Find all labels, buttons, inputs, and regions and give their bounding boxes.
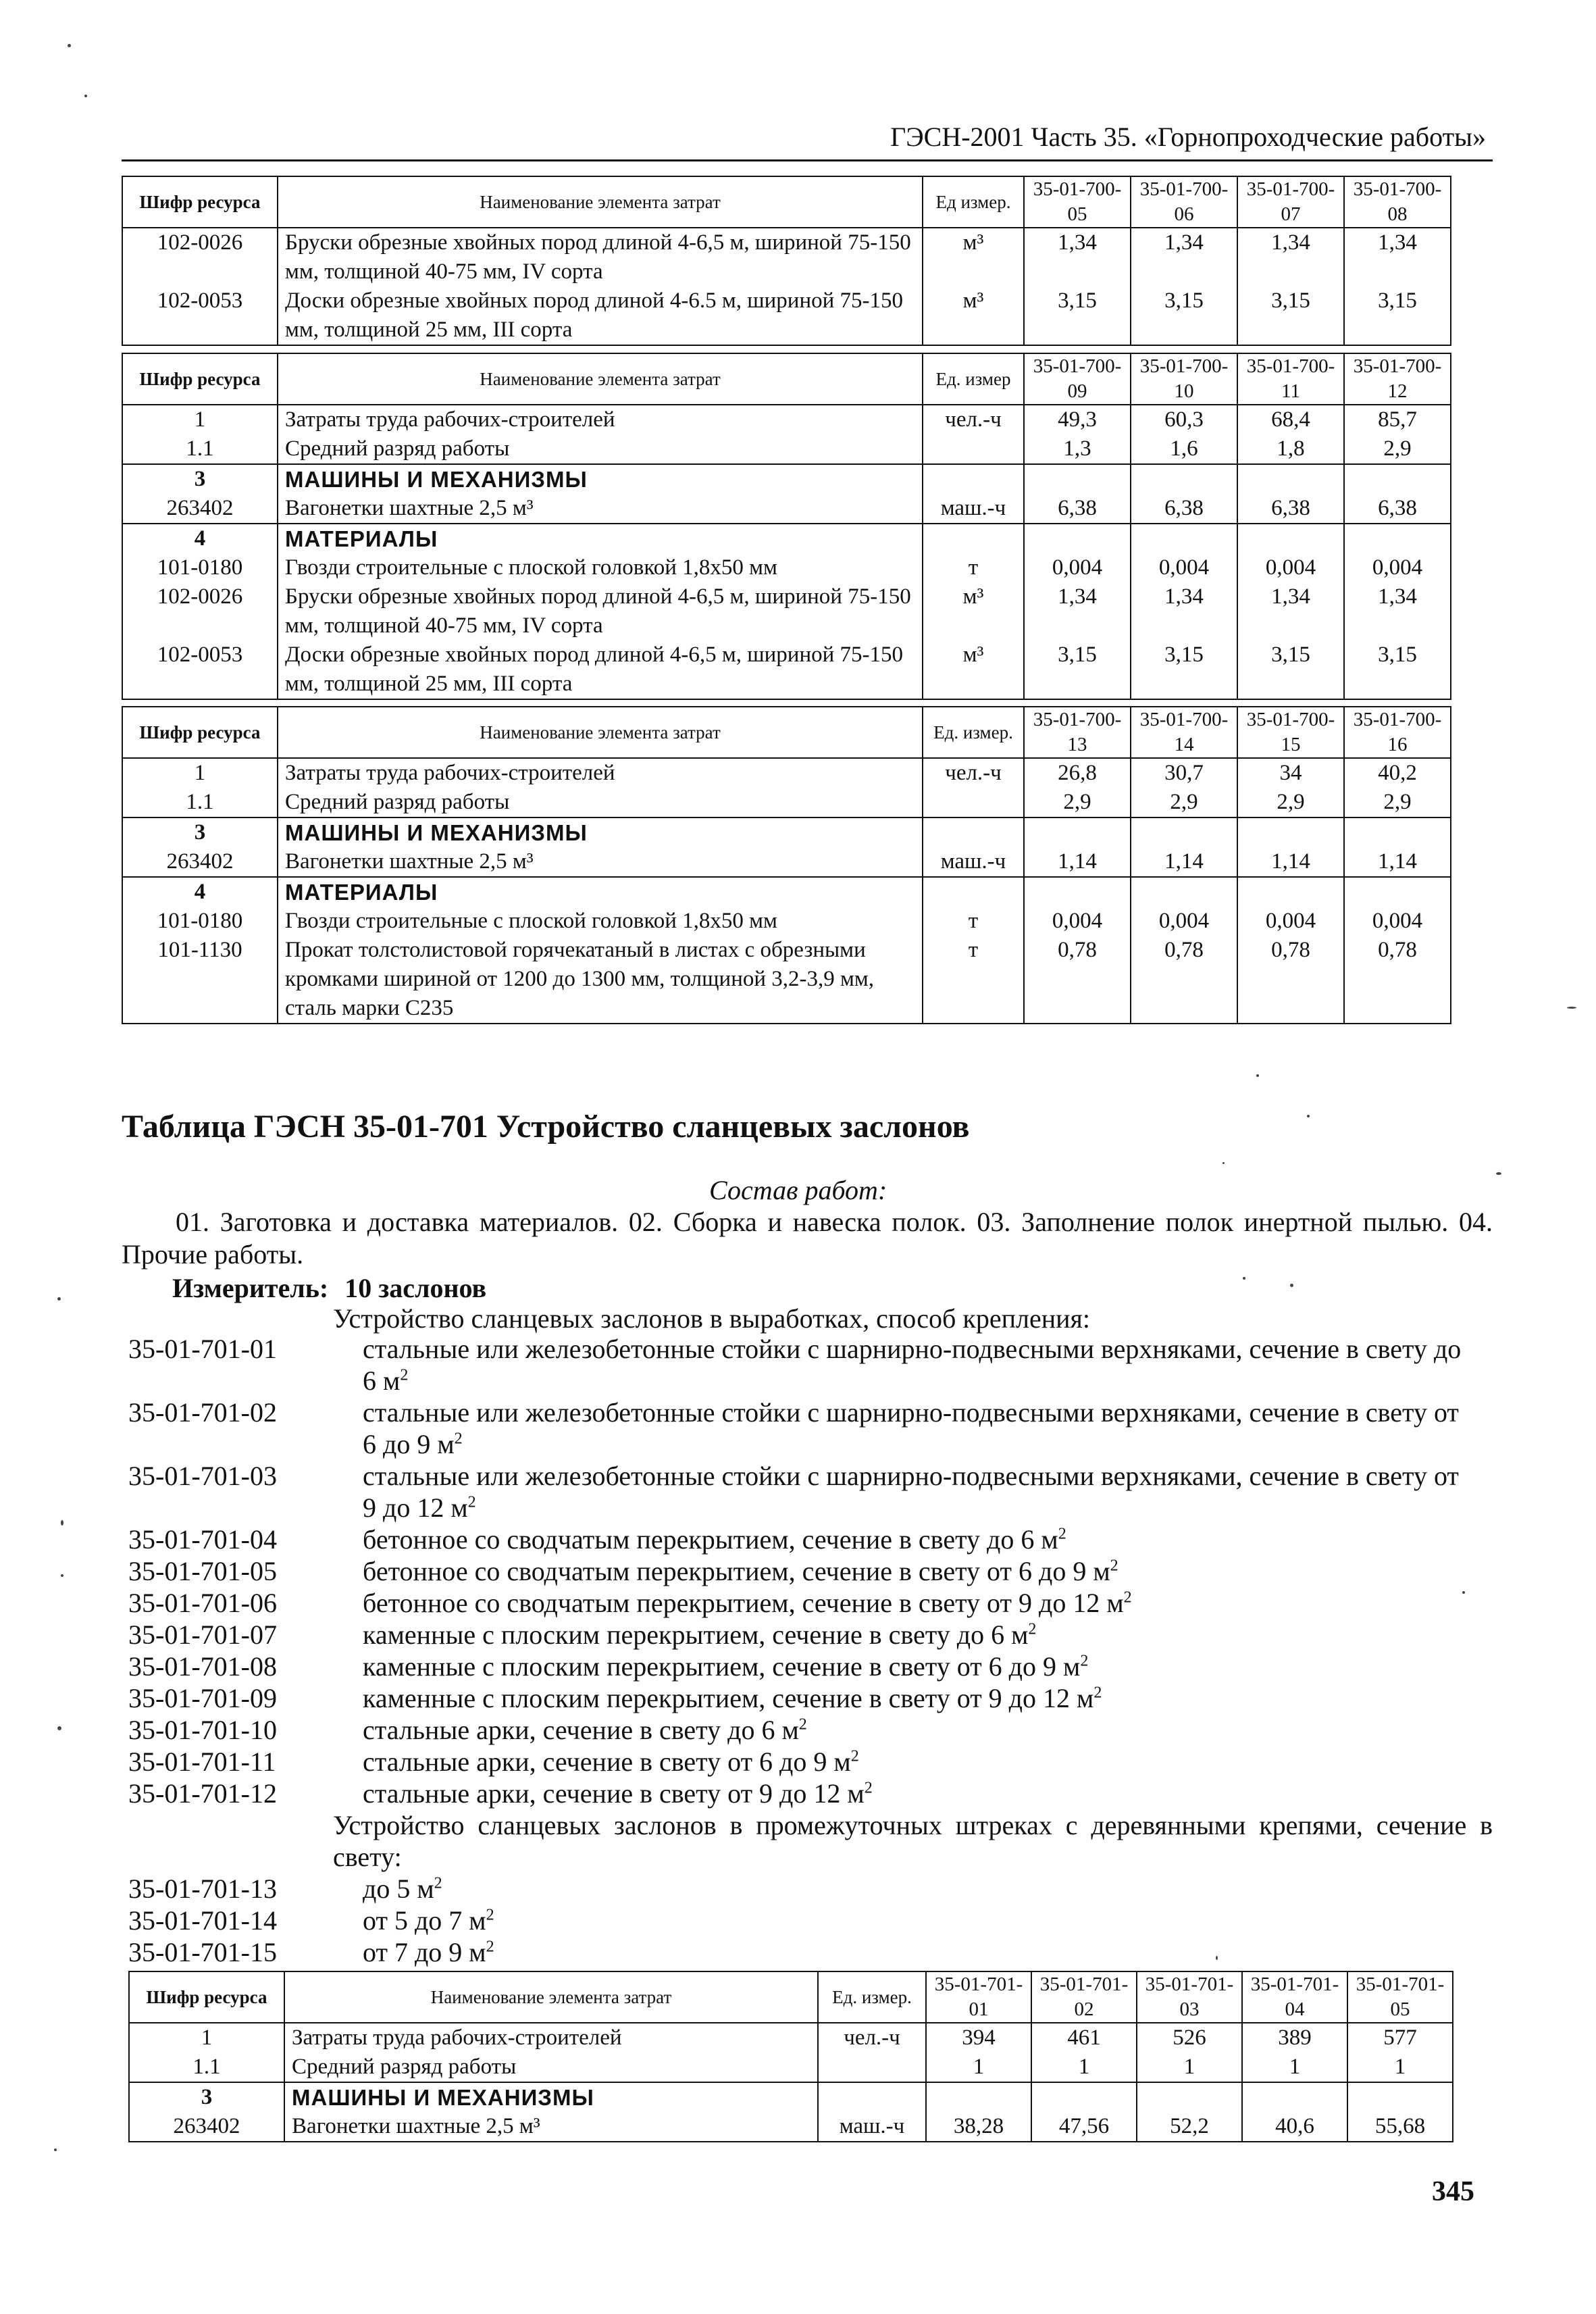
table-row: [122, 877, 1451, 907]
scan-speck: [1567, 1007, 1576, 1009]
list-item: [128, 1746, 1493, 1778]
item-text: бетонное со сводчатым перекрытием, сечение в свету до 6 м: [363, 1524, 1058, 1555]
resource-value: 0,004: [1237, 907, 1344, 936]
list-item: [128, 1619, 1493, 1651]
item-code: 35-01-701-12: [128, 1778, 277, 1809]
table-row: [122, 640, 1451, 699]
item-text: стальные или железобетонные стойки с шарнирно-подвесными верхняками, сечение в свету от 9 до 12 м: [363, 1461, 1459, 1523]
list-item: [128, 1778, 1493, 1809]
header-code: Шифр ресурса: [122, 707, 278, 758]
resource-code: 102-0026: [122, 582, 278, 640]
table-row: [122, 907, 1451, 936]
header-col: 35-01-701-05: [1347, 1971, 1453, 2023]
item-text: стальные арки, сечение в свету от 9 до 12 м: [363, 1778, 865, 1809]
section-code: 3: [129, 2082, 284, 2112]
resource-value: 1: [1242, 2053, 1347, 2082]
table-row: [129, 2082, 1453, 2112]
resource-value: 3,15: [1344, 640, 1451, 699]
scan-speck: [68, 44, 71, 47]
list-item: [128, 1873, 1493, 1905]
resource-value: 52,2: [1137, 2112, 1242, 2142]
header-unit: Ед. измер.: [818, 1971, 926, 2023]
item-code: 35-01-701-08: [128, 1651, 277, 1682]
scan-speck: [61, 1574, 63, 1577]
item-text: бетонное со сводчатым перекрытием, сечение в свету от 6 до 9 м: [363, 1556, 1110, 1586]
resource-value: 1,34: [1237, 582, 1344, 640]
resource-value: 1: [926, 2053, 1031, 2082]
list-item: [128, 1905, 1493, 1936]
section-title: МАШИНЫ И МЕХАНИЗМЫ: [278, 464, 923, 494]
item-list: [128, 1333, 1493, 1968]
header-unit: Ед. измер: [923, 353, 1024, 405]
resource-value: 1,6: [1131, 434, 1237, 464]
resource-value: 394: [926, 2023, 1031, 2053]
resource-value: 40,2: [1344, 758, 1451, 788]
superscript: 2: [1080, 1652, 1089, 1670]
resource-table-2: [122, 353, 1451, 700]
header-col: 35-01-700-16: [1344, 707, 1451, 758]
item-text: стальные арки, сечение в свету от 6 до 9 м: [363, 1746, 851, 1777]
table-row: [122, 228, 1451, 286]
header-col: 35-01-701-03: [1137, 1971, 1242, 2023]
resource-value: 2,9: [1131, 788, 1237, 818]
list-item: [128, 1936, 1493, 1968]
resource-unit: [923, 788, 1024, 818]
section-code: 3: [122, 818, 278, 847]
resource-value: 6,38: [1024, 494, 1131, 524]
item-code: 35-01-701-02: [128, 1397, 277, 1428]
page-number: 345: [1432, 2176, 1474, 2207]
resource-name: Затраты труда рабочих-строителей: [278, 758, 923, 788]
header-code: Шифр ресурса: [122, 176, 278, 228]
superscript: 2: [486, 1906, 494, 1924]
resource-value: 0,78: [1344, 936, 1451, 1024]
resource-unit: [818, 2053, 926, 2082]
superscript: 2: [400, 1366, 409, 1384]
table-row: [122, 788, 1451, 818]
resource-value: 55,68: [1347, 2112, 1453, 2142]
header-code: Шифр ресурса: [129, 1971, 284, 2023]
resource-code: 102-0053: [122, 286, 278, 345]
resource-value: 34: [1237, 758, 1344, 788]
resource-value: 3,15: [1024, 286, 1131, 345]
resource-value: 0,004: [1024, 553, 1131, 582]
resource-name: Прокат толстолистовой горячекатаный в листах с обрезными кромками шириной от 1200 до 1300 мм, толщиной 3,2-3,9 мм, сталь марки С235: [278, 936, 923, 1024]
resource-value: 461: [1031, 2023, 1137, 2053]
resource-value: 1: [1031, 2053, 1137, 2082]
resource-code: 263402: [122, 494, 278, 524]
section-title: МАТЕРИАЛЫ: [278, 524, 923, 553]
measure-value: 10 заслонов: [344, 1273, 487, 1303]
resource-value: 3,15: [1237, 640, 1344, 699]
resource-value: 40,6: [1242, 2112, 1347, 2142]
resource-value: 0,78: [1237, 936, 1344, 1024]
resource-value: 26,8: [1024, 758, 1131, 788]
table-row: [129, 2053, 1453, 2082]
resource-name: Бруски обрезные хвойных пород длиной 4-6,5 м, шириной 75-150 мм, толщиной 40-75 мм, IV сорта: [278, 228, 923, 286]
table-row: [122, 936, 1451, 1024]
resource-unit: чел.-ч: [818, 2023, 926, 2053]
item-text: каменные с плоским перекрытием, сечение в свету от 6 до 9 м: [363, 1651, 1081, 1682]
resource-code: 1.1: [129, 2053, 284, 2082]
item-code: 35-01-701-05: [128, 1556, 277, 1586]
resource-value: 1,34: [1024, 582, 1131, 640]
section-code: 4: [122, 877, 278, 907]
resource-code: 1: [122, 758, 278, 788]
table-row: [122, 818, 1451, 847]
list-item: [128, 1714, 1493, 1746]
item-code: 35-01-701-09: [128, 1683, 277, 1713]
running-header: ГЭСН-2001 Часть 35. «Горнопроходческие работы»: [890, 122, 1486, 152]
header-name: Наименование элемента затрат: [278, 353, 923, 405]
table-row: [122, 286, 1451, 345]
list-item: [128, 1682, 1493, 1714]
resource-unit: маш.-ч: [818, 2112, 926, 2142]
scan-speck: [57, 1726, 61, 1730]
resource-value: 577: [1347, 2023, 1453, 2053]
resource-value: 1,3: [1024, 434, 1131, 464]
resource-name: Доски обрезные хвойных пород длиной 4-6.5 м, шириной 75-150 мм, толщиной 25 мм, III сорта: [278, 286, 923, 345]
list-item: [128, 1460, 1493, 1524]
resource-value: 1,34: [1131, 582, 1237, 640]
resource-name: Гвозди строительные с плоской головкой 1,8х50 мм: [278, 553, 923, 582]
item-code: 35-01-701-15: [128, 1937, 277, 1967]
header-col: 35-01-700-11: [1237, 353, 1344, 405]
group-intro: Устройство сланцевых заслонов в промежуточных штреках с деревянными крепями, сечение в свету:: [333, 1810, 1493, 1872]
resource-value: 1,14: [1344, 847, 1451, 877]
resource-value: 0,78: [1024, 936, 1131, 1024]
list-item: [128, 1333, 1493, 1397]
resource-code: 263402: [129, 2112, 284, 2142]
header-col: 35-01-700-10: [1131, 353, 1237, 405]
resource-value: 1,34: [1024, 228, 1131, 286]
item-text: стальные или железобетонные стойки с шарнирно-подвесными верхняками, сечение в свету до 6 м: [363, 1334, 1462, 1396]
resource-code: 101-0180: [122, 907, 278, 936]
item-code: 35-01-701-14: [128, 1905, 277, 1936]
resource-unit: маш.-ч: [923, 847, 1024, 877]
resource-value: 1,14: [1131, 847, 1237, 877]
resource-value: 0,004: [1131, 907, 1237, 936]
resource-value: 6,38: [1344, 494, 1451, 524]
resource-unit: м³: [923, 286, 1024, 345]
item-code: 35-01-701-03: [128, 1461, 277, 1491]
list-item: [128, 1555, 1493, 1587]
resource-value: 38,28: [926, 2112, 1031, 2142]
resource-value: 1,34: [1131, 228, 1237, 286]
section-title: МАШИНЫ И МЕХАНИЗМЫ: [278, 818, 923, 847]
table-row: [122, 758, 1451, 788]
header-col: 35-01-700-06: [1131, 176, 1237, 228]
resource-name: Вагонетки шахтные 2,5 м³: [278, 847, 923, 877]
list-item: [128, 1397, 1493, 1460]
resource-value: 1: [1137, 2053, 1242, 2082]
resource-name: Бруски обрезные хвойных пород длиной 4-6,5 м, шириной 75-150 мм, толщиной 40-75 мм, IV сорта: [278, 582, 923, 640]
header-unit: Ед измер.: [923, 176, 1024, 228]
items-intro: Устройство сланцевых заслонов в выработках, способ крепления:: [333, 1303, 1091, 1334]
resource-value: 3,15: [1024, 640, 1131, 699]
resource-table-4: [128, 1971, 1453, 2142]
list-item: [128, 1651, 1493, 1682]
item-code: 35-01-701-10: [128, 1715, 277, 1745]
item-text: от 5 до 7 м: [363, 1905, 486, 1936]
resource-value: 1,34: [1344, 228, 1451, 286]
resource-name: Доски обрезные хвойных пород длиной 4-6,5 м, шириной 75-150 мм, толщиной 25 мм, III сорта: [278, 640, 923, 699]
scan-speck: [1222, 1162, 1225, 1164]
superscript: 2: [1058, 1525, 1066, 1543]
table-row: [122, 582, 1451, 640]
resource-value: 2,9: [1024, 788, 1131, 818]
resource-unit: т: [923, 936, 1024, 1024]
table-row: [129, 2023, 1453, 2053]
table-row: [122, 553, 1451, 582]
resource-unit: чел.-ч: [923, 758, 1024, 788]
superscript: 2: [1110, 1557, 1118, 1575]
item-code: 35-01-701-01: [128, 1334, 277, 1364]
superscript: 2: [864, 1779, 873, 1797]
item-code: 35-01-701-04: [128, 1524, 277, 1555]
header-col: 35-01-700-08: [1344, 176, 1451, 228]
resource-value: 0,004: [1344, 553, 1451, 582]
resource-value: 2,9: [1237, 788, 1344, 818]
resource-name: Средний разряд работы: [278, 434, 923, 464]
resource-code: 1: [122, 405, 278, 434]
resource-value: 85,7: [1344, 405, 1451, 434]
resource-value: 1,34: [1344, 582, 1451, 640]
resource-code: 1: [129, 2023, 284, 2053]
header-col: 35-01-701-01: [926, 1971, 1031, 2023]
list-item: [128, 1587, 1493, 1619]
resource-unit: м³: [923, 228, 1024, 286]
resource-unit: чел.-ч: [923, 405, 1024, 434]
item-code: 35-01-701-13: [128, 1873, 277, 1904]
resource-value: 526: [1137, 2023, 1242, 2053]
resource-value: 1: [1347, 2053, 1453, 2082]
resource-value: 0,004: [1237, 553, 1344, 582]
measure-label: Измеритель:: [172, 1273, 329, 1303]
resource-code: 263402: [122, 847, 278, 877]
resource-name: Затраты труда рабочих-строителей: [284, 2023, 818, 2053]
resource-value: 30,7: [1131, 758, 1237, 788]
header-unit: Ед. измер.: [923, 707, 1024, 758]
resource-name: Вагонетки шахтные 2,5 м³: [278, 494, 923, 524]
resource-value: 0,004: [1024, 907, 1131, 936]
work-composition-text: 01. Заготовка и доставка материалов. 02. Сборка и навеска полок. 03. Заполнение полок инертной пылью. 04. Прочие работы.: [122, 1207, 1493, 1269]
header-col: 35-01-700-05: [1024, 176, 1131, 228]
header-col: 35-01-700-07: [1237, 176, 1344, 228]
header-col: 35-01-700-09: [1024, 353, 1131, 405]
resource-value: 1,14: [1237, 847, 1344, 877]
table-row: [122, 524, 1451, 553]
resource-value: 60,3: [1131, 405, 1237, 434]
measure-line: [172, 1272, 486, 1305]
resource-value: 47,56: [1031, 2112, 1137, 2142]
superscript: 2: [486, 1938, 494, 1956]
header-col: 35-01-700-13: [1024, 707, 1131, 758]
resource-value: 3,15: [1131, 286, 1237, 345]
resource-value: 6,38: [1237, 494, 1344, 524]
item-code: 35-01-701-11: [128, 1746, 276, 1777]
resource-value: 3,15: [1344, 286, 1451, 345]
resource-value: 1,8: [1237, 434, 1344, 464]
scan-speck: [1290, 1284, 1293, 1287]
resource-unit: м³: [923, 582, 1024, 640]
resource-code: 101-0180: [122, 553, 278, 582]
section-title: МАШИНЫ И МЕХАНИЗМЫ: [284, 2082, 818, 2112]
scan-speck: [1462, 1591, 1465, 1594]
resource-value: 389: [1242, 2023, 1347, 2053]
header-col: 35-01-700-15: [1237, 707, 1344, 758]
header-col: 35-01-700-14: [1131, 707, 1237, 758]
resource-value: 2,9: [1344, 434, 1451, 464]
section-title: МАТЕРИАЛЫ: [278, 877, 923, 907]
resource-value: 6,38: [1131, 494, 1237, 524]
resource-code: 1.1: [122, 788, 278, 818]
resource-code: 1.1: [122, 434, 278, 464]
section-code: 3: [122, 464, 278, 494]
resource-unit: м³: [923, 640, 1024, 699]
resource-name: Гвозди строительные с плоской головкой 1,8х50 мм: [278, 907, 923, 936]
resource-table-3: [122, 706, 1451, 1024]
header-code: Шифр ресурса: [122, 353, 278, 405]
resource-value: 0,004: [1344, 907, 1451, 936]
resource-name: Затраты труда рабочих-строителей: [278, 405, 923, 434]
resource-value: 3,15: [1237, 286, 1344, 345]
resource-value: 68,4: [1237, 405, 1344, 434]
scan-speck: [1243, 1277, 1245, 1280]
work-composition-heading: Состав работ:: [709, 1175, 887, 1205]
resource-unit: [923, 434, 1024, 464]
superscript: 2: [434, 1874, 442, 1892]
section-code: 4: [122, 524, 278, 553]
superscript: 2: [850, 1747, 859, 1765]
header-name: Наименование элемента затрат: [284, 1971, 818, 2023]
resource-name: Средний разряд работы: [284, 2053, 818, 2082]
item-text: от 7 до 9 м: [363, 1937, 486, 1967]
superscript: 2: [1028, 1620, 1037, 1638]
superscript: 2: [467, 1493, 476, 1511]
header-name: Наименование элемента затрат: [278, 176, 923, 228]
superscript: 2: [798, 1715, 807, 1734]
resource-unit: маш.-ч: [923, 494, 1024, 524]
table-row: [129, 2112, 1453, 2142]
resource-value: 0,004: [1131, 553, 1237, 582]
scan-speck: [1256, 1074, 1259, 1077]
resource-name: Вагонетки шахтные 2,5 м³: [284, 2112, 818, 2142]
scan-speck: [61, 1520, 63, 1526]
resource-code: 102-0026: [122, 228, 278, 286]
resource-value: 3,15: [1131, 640, 1237, 699]
superscript: 2: [454, 1430, 463, 1448]
table-row: [122, 434, 1451, 464]
item-code: 35-01-701-06: [128, 1588, 277, 1618]
header-rule: [122, 159, 1493, 161]
table-row: [122, 494, 1451, 524]
resource-value: 1,14: [1024, 847, 1131, 877]
table-row: [122, 464, 1451, 494]
header-col: 35-01-700-12: [1344, 353, 1451, 405]
resource-value: 1,34: [1237, 228, 1344, 286]
scan-speck: [1216, 1956, 1218, 1960]
resource-unit: т: [923, 907, 1024, 936]
superscript: 2: [1093, 1684, 1102, 1702]
header-col: 35-01-701-02: [1031, 1971, 1137, 2023]
item-text: до 5 м: [363, 1873, 434, 1904]
table-row: [122, 847, 1451, 877]
resource-name: Средний разряд работы: [278, 788, 923, 818]
header-col: 35-01-701-04: [1242, 1971, 1347, 2023]
item-text: стальные или железобетонные стойки с шарнирно-подвесными верхняками, сечение в свету от 6 до 9 м: [363, 1397, 1459, 1459]
list-item: [128, 1524, 1493, 1555]
resource-value: 2,9: [1344, 788, 1451, 818]
scan-speck: [1496, 1172, 1501, 1175]
item-text: каменные с плоским перекрытием, сечение в свету до 6 м: [363, 1619, 1029, 1650]
item-text: каменные с плоским перекрытием, сечение в свету от 9 до 12 м: [363, 1683, 1094, 1713]
resource-value: 0,78: [1131, 936, 1237, 1024]
resource-code: 102-0053: [122, 640, 278, 699]
resource-table-1: [122, 176, 1451, 346]
header-name: Наименование элемента затрат: [278, 707, 923, 758]
item-code: 35-01-701-07: [128, 1619, 277, 1650]
scan-speck: [1307, 1115, 1310, 1117]
resource-unit: т: [923, 553, 1024, 582]
resource-code: 101-1130: [122, 936, 278, 1024]
item-text: бетонное со сводчатым перекрытием, сечение в свету от 9 до 12 м: [363, 1588, 1124, 1618]
scan-speck: [54, 2148, 57, 2151]
table-title: Таблица ГЭСН 35-01-701 Устройство сланцевых заслонов: [122, 1109, 970, 1145]
table-row: [122, 405, 1451, 434]
superscript: 2: [1123, 1588, 1132, 1607]
scan-speck: [84, 95, 87, 97]
resource-value: 49,3: [1024, 405, 1131, 434]
item-text: стальные арки, сечение в свету до 6 м: [363, 1715, 799, 1745]
scan-speck: [57, 1297, 61, 1301]
